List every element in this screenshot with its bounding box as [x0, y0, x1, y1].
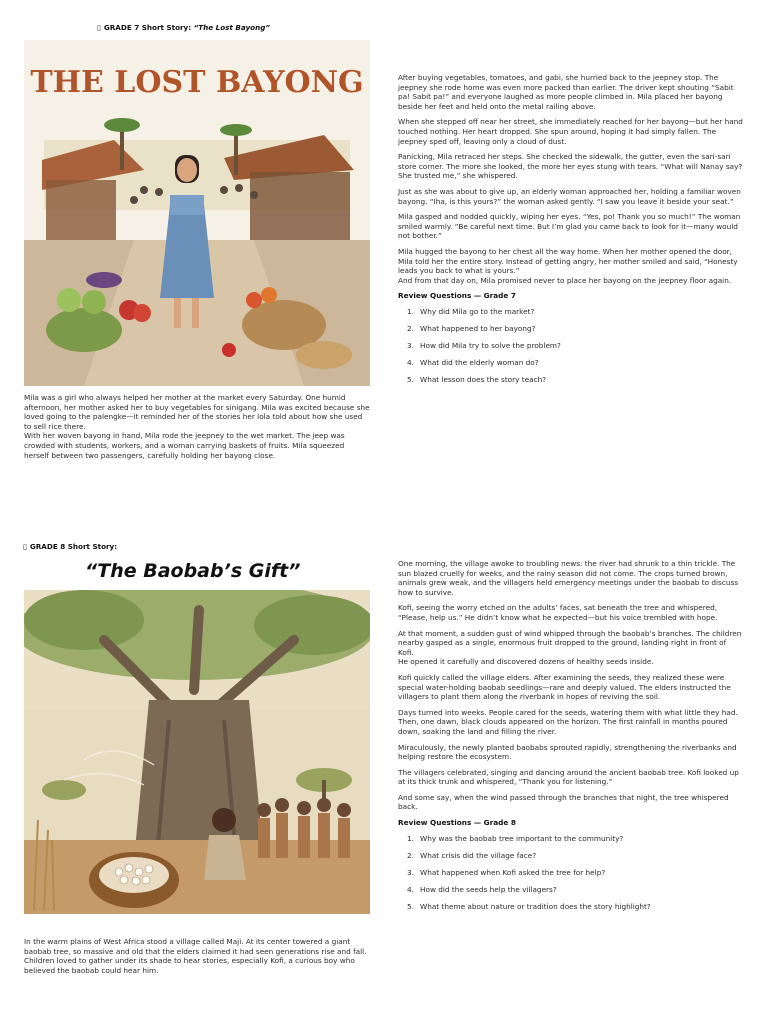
grade7-intro	[24, 393, 370, 460]
grade8-paragraph: The villagers celebrated, singing and dancing around the ancient baobab tree. Kofi looked up at its thick trunk and whispered, “Thank you for listening.”	[398, 767, 739, 787]
grade7-intro-paragraph-1: Mila was a girl who always helped her mother at the market every Saturday. One humid afternoon, her mother asked her to buy vegetables for sinigang. Mila was excited because she loved going to the palengke—it reminded her of the stories her lola told about how she used to sell rice there.	[24, 393, 370, 431]
grade7-header-label: GRADE 7 Short Story:	[103, 23, 194, 32]
checkbox-glyph-icon: ▯	[23, 543, 27, 551]
grade7-question: 4. What did the elderly woman do?	[407, 358, 539, 368]
baobab-illustration	[24, 590, 370, 914]
grade7-question: 1. Why did Mila go to the market?	[407, 306, 535, 316]
grade8-story-column	[398, 559, 743, 919]
image-title: THE LOST BAYONG	[30, 65, 364, 100]
grade8-intro	[24, 937, 370, 975]
checkbox-glyph-icon: ▯	[97, 24, 101, 32]
question-text: How did Mila try to solve the problem?	[420, 341, 561, 351]
grade8-header	[23, 542, 117, 551]
question-text: What lesson does the story teach?	[420, 375, 547, 385]
grade7-intro-paragraph-2: With her woven bayong in hand, Mila rode the jeepney to the wet market. The jeep was crowded with students, workers, and a woman carrying baskets of fruits. Mila squeezed herself between two passengers, carefully holding her bayong close.	[24, 431, 345, 460]
grade7-paragraph: After buying vegetables, tomatoes, and gabi, she hurried back to the jeepney stop. The jeepney she rode home was even more packed than earlier. The driver kept shouting “Sabit pa! Sabit pa!” and everyone laughed as more people climbed in. Mila placed her bayong beside her feet and held onto the metal railing above.	[398, 73, 734, 111]
question-text: What happened when Kofi asked the tree for help?	[420, 867, 606, 877]
grade7-header	[97, 23, 270, 32]
question-text: Why did Mila go to the market?	[420, 306, 535, 316]
grade8-paragraph: One morning, the village awoke to troubling news: the river had shrunk to a thin trickle. The sun blazed cruelly for weeks, and the rainy season did not come. The crops turned brown, animals grew weak, and the villagers held emergency meetings under the baobab to discuss how to survive.	[398, 559, 739, 597]
lost-bayong-illustration	[24, 40, 370, 386]
grade8-paragraph: Kofi, seeing the worry etched on the adults’ faces, sat beneath the tree and whispered, “Please, help us.” He didn’t know what he expected—but his voice trembled with hope.	[398, 603, 718, 622]
grade7-question-list	[398, 307, 743, 385]
grade8-review-title: Review Questions — Grade 8	[398, 818, 516, 828]
grade7-review-title: Review Questions — Grade 7	[398, 291, 516, 301]
question-text: How did the seeds help the villagers?	[420, 884, 557, 894]
grade8-question: 4. How did the seeds help the villagers?	[407, 884, 557, 894]
grade8-question: 2. What crisis did the village face?	[407, 850, 537, 860]
grade8-question-list	[398, 834, 743, 912]
grade8-paragraph: At that moment, a sudden gust of wind whipped through the baobab’s branches. The children nearby gasped as a single, enormous fruit dropped to the ground, landing right in front of Kofi. He opened it carefully and discovered dozens of healthy seeds inside.	[398, 628, 742, 667]
question-text: What happened to her bayong?	[420, 323, 536, 333]
grade7-paragraph: Just as she was about to give up, an elderly woman approached her, holding a familiar woven bayong. “Iha, is this yours?” the woman asked gently. “I saw you leave it beside your seat.”	[398, 186, 741, 206]
question-text: Why was the baobab tree important to the community?	[420, 833, 624, 843]
grade8-question: 3. What happened when Kofi asked the tree for help?	[407, 867, 606, 877]
grade7-paragraph: Panicking, Mila retraced her steps. She checked the sidewalk, the gutter, even the sari-sari store corner. The more she looked, the more her eyes stung with tears. “What will Nanay say? She trusted me,” she whispered.	[398, 152, 743, 181]
grade7-story-column	[398, 73, 743, 392]
grade8-paragraph: Miraculously, the newly planted baobabs sprouted rapidly, strengthening the riverbanks and helping restore the ecosystem.	[398, 742, 737, 762]
grade7-paragraph: When she stepped off near her street, she immediately reached for her bayong—but her hand touched nothing. Her heart dropped. She spun around, hoping it had simply fallen. The jeepney sped off, leaving only a cloud of dust.	[398, 117, 743, 146]
grade8-paragraph: Kofi quickly called the village elders. After examining the seeds, they realized these were special water-holding baobab seedlings—rare and deeply valued. The elders instructed the villagers to plant them along the riverbank in hopes of reviving the soil.	[398, 672, 731, 702]
grade7-header-title: “The Lost Bayong”	[193, 23, 270, 32]
grade7-question: 5. What lesson does the story teach?	[407, 375, 547, 385]
question-text: What did the elderly woman do?	[420, 358, 539, 368]
grade7-question: 3. How did Mila try to solve the problem?	[407, 341, 561, 351]
grade7-paragraph: Mila gasped and nodded quickly, wiping her eyes. “Yes, po! Thank you so much!” The woman smiled warmly. “Be careful next time. But I’m glad you came back to look for it—many would not bother.”	[398, 212, 741, 241]
grade8-question: 5. What theme about nature or tradition does the story highlight?	[407, 902, 651, 912]
grade7-question: 2. What happened to her bayong?	[407, 323, 536, 333]
question-text: What crisis did the village face?	[420, 850, 537, 860]
grade8-paragraph: And some say, when the wind passed through the branches that night, the tree whispered back.	[398, 792, 729, 812]
question-text: What theme about nature or tradition does the story highlight?	[420, 902, 651, 912]
grade8-question: 1. Why was the baobab tree important to the community?	[407, 833, 624, 843]
grade8-header-label: GRADE 8 Short Story:	[29, 542, 118, 551]
grade8-title: “The Baobab’s Gift”	[85, 560, 301, 582]
grade8-paragraph: Days turned into weeks. People cared for the seeds, watering them with what little they had. Then, one dawn, black clouds appeared on the horizon. The first rainfall in months poured down, soaking the land and filling the river.	[398, 707, 738, 736]
grade7-paragraph: Mila hugged the bayong to her chest all the way home. When her mother opened the door, Mila told her the entire story. Instead of getting angry, her mother smiled and said, “Honesty leads you back to what is yours.” And from that day on, Mila promised never to place her bayong on the jeepney floor again.	[398, 246, 738, 285]
grade8-intro-paragraph: In the warm plains of West Africa stood a village called Maji. At its center towered a giant baobab tree, so massive and old that the elders claimed it had seen generations rise and fall. Children loved to gather under its shade to hear stories, especially Kofi, a curious boy who believed the baobab could hear him.	[24, 937, 367, 975]
